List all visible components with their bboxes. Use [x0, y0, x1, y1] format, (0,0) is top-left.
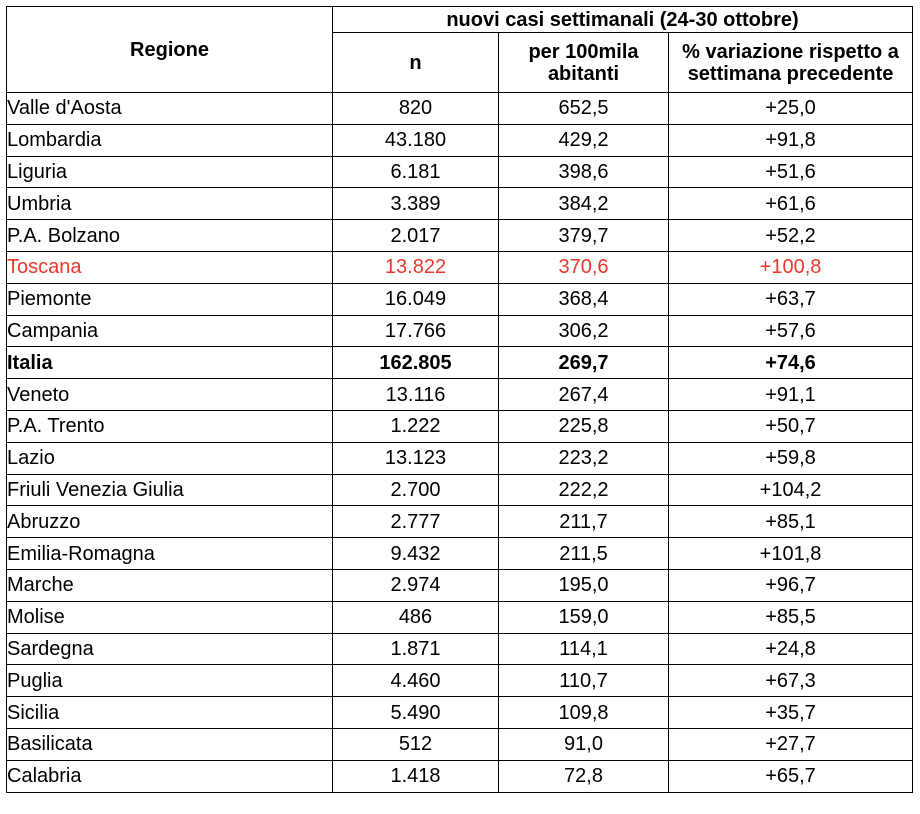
- cell-per-100k: 223,2: [499, 442, 669, 474]
- cell-n: 1.222: [333, 410, 499, 442]
- cell-n: 512: [333, 728, 499, 760]
- cell-pct-change: +63,7: [669, 283, 913, 315]
- cell-pct-change: +51,6: [669, 156, 913, 188]
- cell-region: Valle d'Aosta: [7, 93, 333, 125]
- table-row: [7, 93, 913, 125]
- cell-region: Sardegna: [7, 633, 333, 665]
- cell-pct-change: +35,7: [669, 697, 913, 729]
- table-row: [7, 156, 913, 188]
- cell-pct-change: +91,8: [669, 124, 913, 156]
- cell-per-100k: 110,7: [499, 665, 669, 697]
- cell-per-100k: 269,7: [499, 347, 669, 379]
- cell-region: Puglia: [7, 665, 333, 697]
- cell-per-100k: 159,0: [499, 601, 669, 633]
- table-row: [7, 188, 913, 220]
- table-row: [7, 410, 913, 442]
- cell-region: Calabria: [7, 760, 333, 792]
- cell-n: 43.180: [333, 124, 499, 156]
- cell-per-100k: 384,2: [499, 188, 669, 220]
- table-row: [7, 728, 913, 760]
- cell-pct-change: +101,8: [669, 538, 913, 570]
- cell-per-100k: 211,5: [499, 538, 669, 570]
- cell-region: Lazio: [7, 442, 333, 474]
- cell-region: Basilicata: [7, 728, 333, 760]
- header-pct-change: % variazione rispetto a settimana precedente: [669, 33, 913, 93]
- cell-per-100k: 267,4: [499, 379, 669, 411]
- cell-per-100k: 211,7: [499, 506, 669, 538]
- cell-region: P.A. Bolzano: [7, 220, 333, 252]
- cell-pct-change: +100,8: [669, 251, 913, 283]
- cell-region: Sicilia: [7, 697, 333, 729]
- cell-region: P.A. Trento: [7, 410, 333, 442]
- table-row: [7, 442, 913, 474]
- cell-pct-change: +25,0: [669, 93, 913, 125]
- cell-n: 6.181: [333, 156, 499, 188]
- table-row: [7, 474, 913, 506]
- table-row: [7, 124, 913, 156]
- cell-pct-change: +104,2: [669, 474, 913, 506]
- cell-pct-change: +85,1: [669, 506, 913, 538]
- cell-n: 2.974: [333, 569, 499, 601]
- cell-pct-change: +57,6: [669, 315, 913, 347]
- cell-pct-change: +61,6: [669, 188, 913, 220]
- cell-n: 4.460: [333, 665, 499, 697]
- cell-n: 3.389: [333, 188, 499, 220]
- table-row: [7, 220, 913, 252]
- cell-n: 2.777: [333, 506, 499, 538]
- cell-per-100k: 222,2: [499, 474, 669, 506]
- cell-n: 16.049: [333, 283, 499, 315]
- cell-pct-change: +96,7: [669, 569, 913, 601]
- table-row: [7, 251, 913, 283]
- cell-n: 2.700: [333, 474, 499, 506]
- cell-per-100k: 379,7: [499, 220, 669, 252]
- cell-pct-change: +74,6: [669, 347, 913, 379]
- cell-region: Abruzzo: [7, 506, 333, 538]
- cell-n: 5.490: [333, 697, 499, 729]
- cell-per-100k: 429,2: [499, 124, 669, 156]
- cell-region: Friuli Venezia Giulia: [7, 474, 333, 506]
- cell-per-100k: 109,8: [499, 697, 669, 729]
- cell-n: 162.805: [333, 347, 499, 379]
- table-row: [7, 569, 913, 601]
- weekly-cases-table: [6, 6, 913, 793]
- table-row: [7, 379, 913, 411]
- table-row: [7, 538, 913, 570]
- cell-pct-change: +52,2: [669, 220, 913, 252]
- cell-pct-change: +67,3: [669, 665, 913, 697]
- cell-region: Campania: [7, 315, 333, 347]
- cell-per-100k: 72,8: [499, 760, 669, 792]
- cell-region: Italia: [7, 347, 333, 379]
- cell-per-100k: 114,1: [499, 633, 669, 665]
- cell-n: 1.871: [333, 633, 499, 665]
- cell-region: Marche: [7, 569, 333, 601]
- cell-region: Toscana: [7, 251, 333, 283]
- cell-pct-change: +91,1: [669, 379, 913, 411]
- cell-per-100k: 195,0: [499, 569, 669, 601]
- header-region: Regione: [7, 7, 333, 93]
- cell-per-100k: 225,8: [499, 410, 669, 442]
- table-row: [7, 633, 913, 665]
- table-row: [7, 665, 913, 697]
- cell-region: Molise: [7, 601, 333, 633]
- cell-pct-change: +50,7: [669, 410, 913, 442]
- cell-n: 13.822: [333, 251, 499, 283]
- cell-region: Liguria: [7, 156, 333, 188]
- header-n: n: [333, 33, 499, 93]
- table-row: [7, 697, 913, 729]
- cell-pct-change: +85,5: [669, 601, 913, 633]
- cell-per-100k: 398,6: [499, 156, 669, 188]
- cell-per-100k: 368,4: [499, 283, 669, 315]
- cell-pct-change: +65,7: [669, 760, 913, 792]
- header-weekly-cases-group: nuovi casi settimanali (24-30 ottobre): [333, 7, 913, 33]
- cell-n: 486: [333, 601, 499, 633]
- cell-pct-change: +24,8: [669, 633, 913, 665]
- cell-n: 2.017: [333, 220, 499, 252]
- cell-n: 13.123: [333, 442, 499, 474]
- cell-per-100k: 91,0: [499, 728, 669, 760]
- cell-per-100k: 306,2: [499, 315, 669, 347]
- cell-n: 9.432: [333, 538, 499, 570]
- cell-n: 820: [333, 93, 499, 125]
- table-row: [7, 506, 913, 538]
- cell-region: Umbria: [7, 188, 333, 220]
- cell-region: Piemonte: [7, 283, 333, 315]
- cell-pct-change: +59,8: [669, 442, 913, 474]
- table-row: [7, 347, 913, 379]
- cell-region: Emilia-Romagna: [7, 538, 333, 570]
- cell-n: 17.766: [333, 315, 499, 347]
- cell-n: 1.418: [333, 760, 499, 792]
- cell-n: 13.116: [333, 379, 499, 411]
- cell-per-100k: 370,6: [499, 251, 669, 283]
- cell-region: Lombardia: [7, 124, 333, 156]
- table-header: [7, 7, 913, 93]
- table-row: [7, 283, 913, 315]
- table-body: [7, 93, 913, 793]
- table-row: [7, 315, 913, 347]
- header-per-100k: per 100mila abitanti: [499, 33, 669, 93]
- table-row: [7, 760, 913, 792]
- cell-per-100k: 652,5: [499, 93, 669, 125]
- cell-region: Veneto: [7, 379, 333, 411]
- table-row: [7, 601, 913, 633]
- cell-pct-change: +27,7: [669, 728, 913, 760]
